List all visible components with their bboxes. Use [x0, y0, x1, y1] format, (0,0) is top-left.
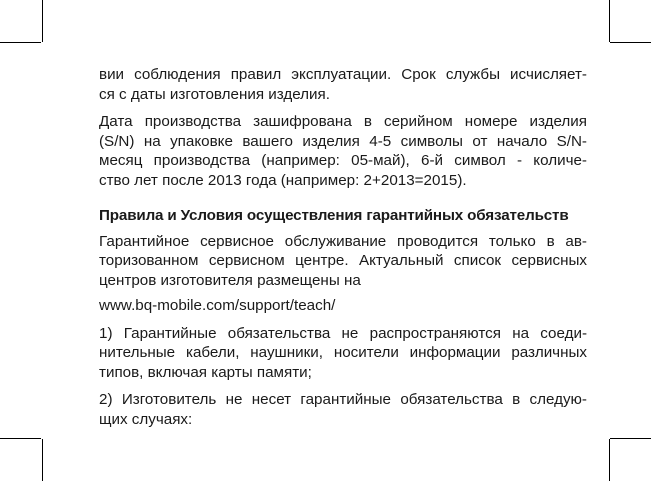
text-line: ство лет после 2013 года (например: 2+2013=2015). [99, 171, 467, 189]
text-line: (S/N) на упаковке вашего изделия 4-5 символы от начало S/N- [99, 132, 587, 150]
text-line: Дата производства зашифрована в серийном номере изделия [99, 113, 587, 130]
text-line: 2) Изготовитель не несет гарантийные обязательства в следую- [99, 391, 587, 408]
section-heading: Правила и Условия осуществления гарантийных обязательств [99, 207, 569, 224]
text-line: торизованном сервисном центре. Актуальный список сервисных [99, 252, 587, 269]
crop-mark-bottom-right-vertical [609, 439, 610, 481]
crop-mark-top-right-vertical [609, 0, 610, 42]
crop-mark-bottom-left-vertical [42, 439, 43, 481]
text-line: ся с даты изготовления изделия. [99, 85, 330, 103]
text-line: вии соблюдения правил эксплуатации. Срок службы исчисляет- [99, 66, 587, 83]
paragraph-service-life [99, 65, 587, 104]
crop-mark-bottom-left-horizontal [0, 438, 41, 439]
paragraph-warranty-exclusions [99, 324, 587, 383]
crop-mark-top-left-horizontal [0, 42, 41, 43]
document-body [99, 65, 587, 437]
text-line: нительные кабели, наушники, носители информации различных [99, 344, 587, 361]
crop-mark-top-right-horizontal [610, 42, 651, 43]
text-line: центров изготовителя размещены на [99, 271, 361, 289]
text-line: 1) Гарантийные обязательства не распространяются на соеди- [99, 324, 587, 342]
paragraph-manufacturer-not-liable [99, 390, 587, 429]
paragraph-service-centers [99, 232, 587, 291]
crop-mark-top-left-vertical [42, 0, 43, 42]
paragraph-production-date [99, 112, 587, 190]
text-line: Гарантийное сервисное обслуживание проводится только в ав- [99, 232, 587, 250]
text-line: типов, включая карты памяти; [99, 363, 312, 381]
crop-mark-bottom-right-horizontal [610, 438, 651, 439]
support-url[interactable]: www.bq-mobile.com/support/teach/ [99, 297, 336, 314]
text-line: месяц производства (например: 05-май), 6-й символ - количе- [99, 152, 587, 169]
text-line: щих случаях: [99, 410, 193, 428]
